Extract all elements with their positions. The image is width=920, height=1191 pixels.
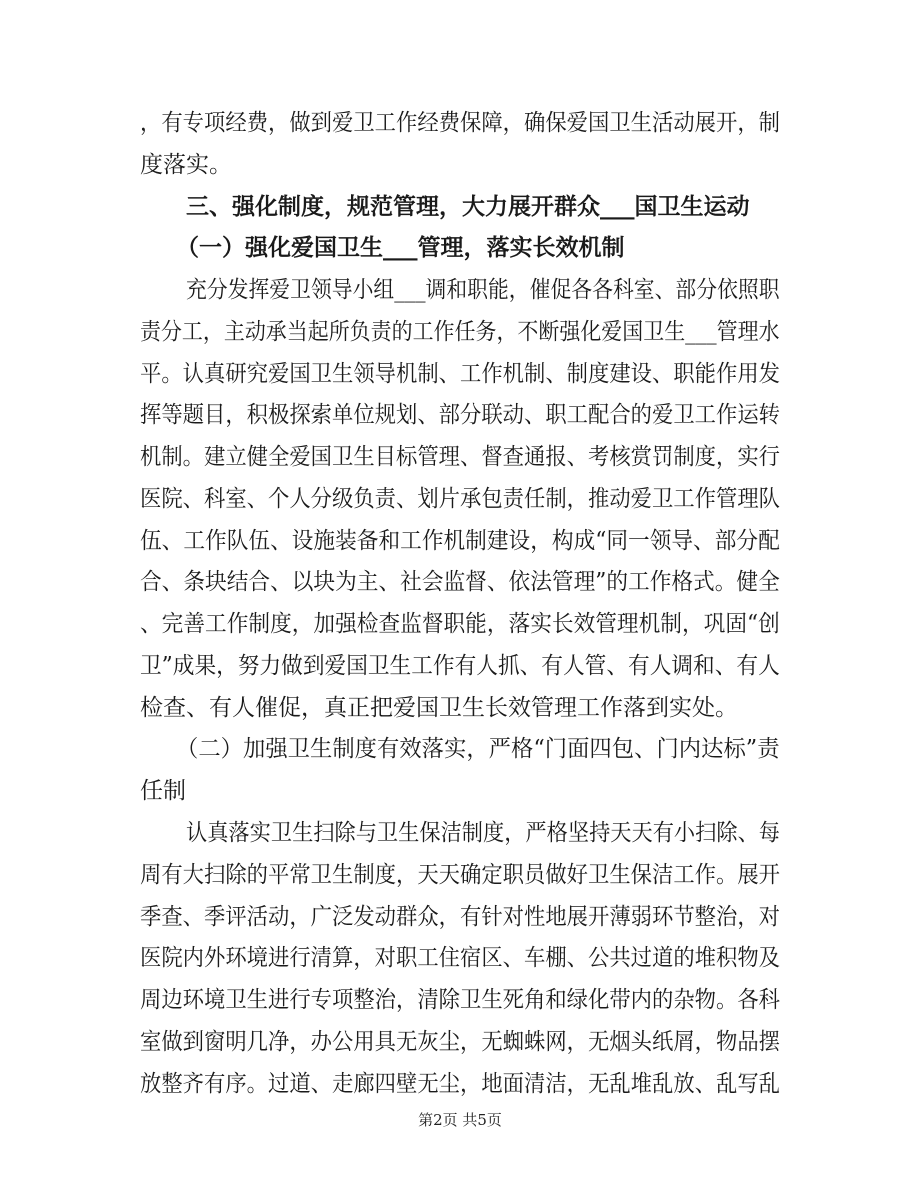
- body-text-line: 放整齐有序。过道、走廊四壁无尘，地面清洁，无乱堆乱放、乱写乱: [140, 1071, 780, 1097]
- body-text-line: 检查、有人催促，真正把爱国卫生长效管理工作落到实处。: [140, 695, 738, 721]
- subsection-heading: （二）加强卫生制度有效落实，严格“门面四包、门内达标”责: [176, 736, 780, 762]
- body-text-line: 周边环境卫生进行专项整治，清除卫生死角和绿化带内的杂物。各科: [140, 987, 780, 1013]
- body-text-line: 责分工，主动承当起所负责的工作任务，不断强化爱国卫生___管理水: [140, 319, 780, 345]
- body-text-line: 室做到窗明几净，办公用具无灰尘，无蜘蛛网，无烟头纸屑，物品摆: [140, 1029, 780, 1055]
- body-text-line: 充分发挥爱卫领导小组___调和职能，催促各各科室、部分依照职: [186, 277, 780, 303]
- section-heading: 三、强化制度，规范管理，大力展开群众___国卫生运动: [186, 193, 750, 220]
- body-text-line: 机制。建立健全爱国卫生目标管理、督查通报、考核赏罚制度，实行: [140, 444, 780, 470]
- subsection-heading: 任制: [140, 778, 186, 804]
- page-number-footer: 第2页 共5页: [418, 1111, 502, 1129]
- body-text-line: 合、条块结合、以块为主、社会监督、依法管理”的工作格式。健全: [140, 569, 780, 595]
- subsection-heading: （一）强化爱国卫生___管理，落实长效机制: [176, 234, 625, 261]
- body-text-line: 季查、季评活动，广泛发动群众，有针对性地展开薄弱环节整治，对: [140, 904, 780, 930]
- body-text-line: 平。认真研究爱国卫生领导机制、工作机制、制度建设、职能作用发: [140, 361, 780, 387]
- body-text-line: 医院内外环境进行清算，对职工住宿区、车棚、公共过道的堆积物及: [140, 945, 780, 971]
- body-text-line: 挥等题目，积极探索单位规划、部分联动、职工配合的爱卫工作运转: [140, 402, 780, 428]
- body-text-line: 医院、科室、个人分级负责、划片承包责任制，推动爱卫工作管理队: [140, 486, 780, 512]
- body-text-line: ，有专项经费，做到爱卫工作经费保障，确保爱国卫生活动展开，制: [140, 110, 780, 136]
- body-text-line: 、完善工作制度，加强检查监督职能，落实长效管理机制，巩固“创: [140, 611, 780, 637]
- body-text-line: 卫”成果，努力做到爱国卫生工作有人抓、有人管、有人调和、有人: [140, 653, 780, 679]
- body-text-line: 认真落实卫生扫除与卫生保洁制度，严格坚持天天有小扫除、每: [186, 820, 780, 846]
- body-text-line: 周有大扫除的平常卫生制度，天天确定职员做好卫生保洁工作。展开: [140, 862, 780, 888]
- body-text-line: 伍、工作队伍、设施装备和工作机制建设，构成“同一领导、部分配: [140, 528, 780, 554]
- body-text-line: 度落实。: [140, 152, 232, 178]
